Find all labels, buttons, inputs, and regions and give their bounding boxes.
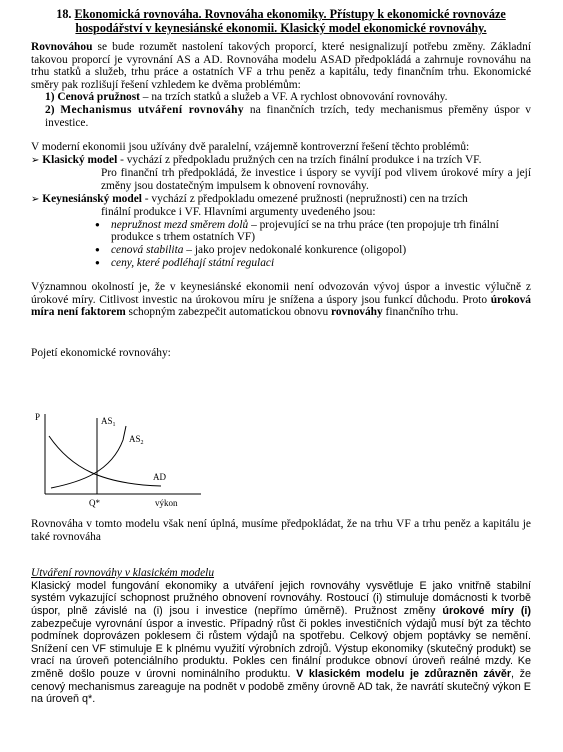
title-line-2: hospodářství v keynesiánské ekonomii. Klasický model ekonomické rovnováhy. (75, 21, 487, 35)
keynes-model-text2: finální produkce i VF. Hlavními argumenty uvedeného jsou: (101, 206, 376, 219)
x-mark-label: Q* (89, 498, 100, 508)
bold-run: úroková míra není faktorem (31, 293, 531, 319)
arrow-icon: ➢ (31, 154, 40, 166)
ad-label: AD (153, 472, 166, 482)
text-run: , že cenový mechanismus zareaguje na podnět v podobě změny úrovně AD tak, že navrátí skutečný výkon E na úroveň q*. (31, 667, 531, 706)
classic-model-text1: - vychází z předpokladu pružných cen na trzích finální produkce i na trzích VF. (117, 153, 482, 166)
as2-curve (51, 426, 126, 488)
text-run: Klasický model fungování ekonomiky a utváření jejich rovnováhy vysvětluje E jako vnitřně stabilní systém vykazující schopnost pružného obnovení rovnováhy. Rostoucí (i) stimuluje domácnosti k tvorbě úspor, plně závislé na (i) jsou i investice (nepřímo úměrně). Pružnost změny (31, 579, 531, 617)
list-item (111, 219, 531, 244)
chart-caption: Pojetí ekonomické rovnováhy: (31, 346, 171, 359)
bold-run: V klasickém modelu je zdůrazněn závěr (296, 667, 512, 680)
x-axis-label: výkon (155, 498, 178, 508)
intro-text: se bude rozumět nastolení takových proporcí, které nesignalizují potřebu změny. Základní takovou proporcí je vyrovnání AS a AD. Rovnováha modelu ASAD předpokládá a zahrnuje rovnováhu na trhu statků a služeb, trhu práce a ostatních VF a trhu peněz a kapitálu, tedy finančním trhu. Ekonomické směry pak rozlišují řešení vzhledem ke dvěma problémům: (31, 41, 531, 91)
page-title (31, 7, 531, 35)
text-run: zabezpečuje vyrovnání úspor a investic. Případný růst či pokles investičních výdajů musí být za těchto podmínek doprovázen poklesem či růstem výdajů na spotřebu. Celkový objem poptávky se nemění. Snížení cen VF stimuluje E k plnému využití výrobních zdrojů. Výstup ekonomiky (skutečný produkt) se vrací na úroveň potenciálního produktu. Pokles cen finální produkce obnoví úroveň reálné mzdy. Ke změně došlo pouze v úrovni nominálního produktu. (31, 617, 531, 680)
problem-item (45, 91, 531, 104)
keynes-paragraph (31, 281, 531, 319)
keynes-model-item (31, 193, 531, 207)
as1-label: $AS_1$ (101, 416, 116, 428)
bullet-italic: nepružnost mezd směrem dolů (111, 218, 249, 231)
item-text: na finančních trzích, tedy mechanismus přeměny úspor v investice. (45, 103, 531, 129)
problem-list (45, 91, 531, 129)
list-item (111, 244, 531, 257)
bullet-text: – jako projev nedokonalé konkurence (oligopol) (183, 243, 407, 256)
after-chart-paragraph: Rovnováha v tomto modelu však není úplná, musíme předpokládat, že na trhu VF a trhu peněz a kapitálu je také rovnováha (31, 518, 531, 543)
item-bold: Cenová pružnost (57, 91, 140, 104)
approaches-lead: V moderní ekonomii jsou užívány dvě paralelní, vzájemně kontroverzní řešení těchto problémů: (31, 141, 470, 154)
as2-label: $AS_2$ (129, 434, 144, 446)
keynes-model-name: Keynesiánský model (42, 192, 142, 205)
bullet-italic: ceny, které podléhají státní regulaci (111, 256, 275, 269)
classic-model-name: Klasický model (42, 153, 118, 166)
list-item (111, 257, 531, 270)
title-line-1: Ekonomická rovnováha. Rovnováha ekonomiky. Přístupy k ekonomické rovnováze (74, 7, 506, 21)
y-axis-label: P (35, 412, 41, 422)
problem-item (45, 104, 531, 129)
item-number: 1) (45, 91, 55, 104)
title-number: 18. (56, 7, 72, 21)
classic-model-item (31, 154, 531, 168)
ad-curve (49, 436, 161, 486)
bullet-text: – projevující se na trhu práce (ten propojuje trh finální produkce s trhem ostatních VF) (111, 218, 499, 244)
item-number: 2) (45, 103, 55, 116)
keynes-arguments (31, 219, 531, 269)
keynes-model-text1: - vychází z předpokladu omezené pružnosti (nepružnosti) cen na trzích (141, 192, 468, 205)
classic-model-text2: Pro finanční trh předpokládá, že investice i úspory se vyvíjí pod vlivem úrokové míry a její změny jsou dostatečným impulsem k obnovení rovnováhy. (101, 167, 531, 192)
equilibrium-chart (31, 410, 211, 510)
intro-lead: Rovnováhou (31, 41, 93, 53)
item-text: – na trzích statků a služeb a VF. A rychlost obnovování rovnováhy. (139, 91, 448, 104)
document-page (31, 7, 531, 359)
arrow-icon: ➢ (31, 193, 40, 205)
classic-section-paragraph (31, 580, 531, 706)
item-bold: Mechanismus utváření rovnováhy (60, 103, 245, 116)
intro-paragraph (31, 41, 531, 91)
equilibrium-diagram (31, 410, 211, 510)
section-title: Utváření rovnováhy v klasickém modelu (31, 567, 215, 580)
lower-section (31, 518, 531, 706)
text-run: finančního trhu. (382, 306, 459, 319)
bullet-italic: cenová stabilita (111, 243, 184, 256)
text-run: Významnou okolností je, že v keynesiánské ekonomii není odvozován vývoj úspor a investic výlučně z úrokové míry. Citlivost investic na úrokovou míru je snížena a úspory jsou funkcí důchodu. Proto (31, 281, 531, 306)
text-run: schopným zabezpečit automatickou obnovu (125, 306, 331, 319)
bold-run: rovnováhy (331, 306, 383, 319)
bold-run: úrokové míry (i) (442, 604, 532, 617)
